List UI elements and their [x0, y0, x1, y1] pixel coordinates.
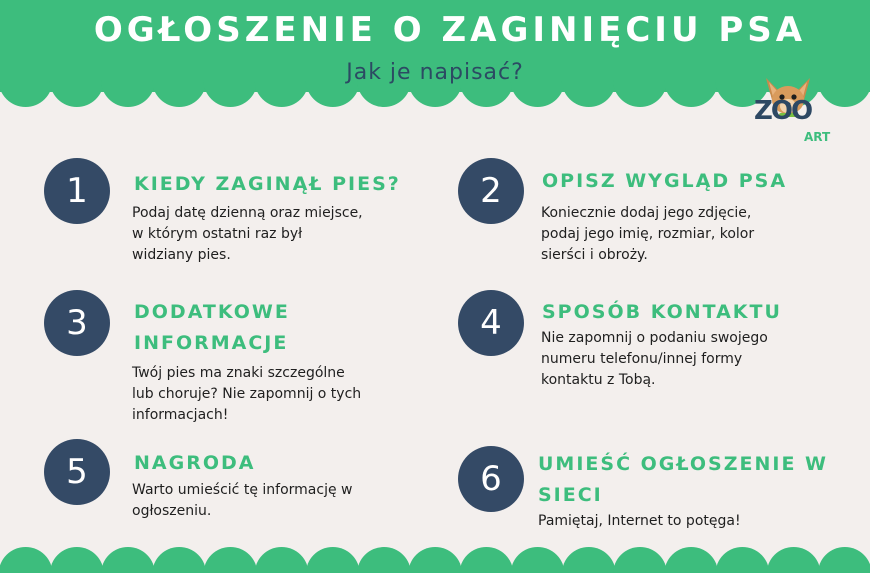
scallop-wave	[357, 547, 411, 573]
description-line: w którym ostatni raz był	[132, 226, 303, 242]
description-line: podaj jego imię, rozmiar, kolor	[541, 226, 755, 242]
description-line: ogłoszeniu.	[132, 503, 212, 519]
scallop-wave	[408, 547, 462, 573]
scallop-wave	[459, 547, 513, 573]
step-heading: NAGRODA	[134, 452, 256, 474]
scallop-wave	[306, 547, 360, 573]
scallop-wave	[715, 547, 769, 573]
scallop-wave	[511, 547, 565, 573]
logo-wordmark: ZOO	[754, 96, 812, 126]
scallop-wave	[767, 547, 821, 573]
scallop-wave	[152, 547, 206, 573]
step-description	[132, 363, 361, 426]
description-line: Warto umieścić tę informację w	[132, 482, 353, 498]
step-number-badge: 5	[44, 439, 110, 505]
step-number-badge: 1	[44, 158, 110, 224]
scallop-border-bottom	[0, 547, 870, 573]
step-description	[538, 511, 741, 532]
scallop-wave	[562, 547, 616, 573]
description-line: Koniecznie dodaj jego zdjęcie,	[541, 205, 752, 221]
scallop-wave	[203, 547, 257, 573]
step-number-badge: 3	[44, 290, 110, 356]
step-description	[132, 203, 363, 266]
description-line: Pamiętaj, Internet to potęga!	[538, 513, 741, 529]
scallop-wave	[613, 547, 667, 573]
scallop-wave	[664, 547, 718, 573]
description-line: numeru telefonu/innej formy	[541, 351, 743, 367]
description-line: Twój pies ma znaki szczególne	[132, 365, 345, 381]
heading-line: UMIEŚĆ OGŁOSZENIE W	[538, 453, 829, 475]
step-number-badge: 4	[458, 290, 524, 356]
heading-line: SIECI	[538, 484, 603, 506]
step-heading	[538, 449, 828, 511]
step-description	[541, 328, 768, 391]
heading-line: INFORMACJE	[134, 332, 289, 354]
step-number-badge: 2	[458, 158, 524, 224]
step-description	[132, 480, 352, 522]
step-description	[541, 203, 754, 266]
scallop-wave	[50, 547, 104, 573]
heading-line: DODATKOWE	[134, 301, 290, 323]
scallop-wave	[255, 547, 309, 573]
step-number-badge: 6	[458, 446, 524, 512]
scallop-wave	[818, 547, 870, 573]
scallop-border-top	[0, 80, 870, 118]
description-line: kontaktu z Tobą.	[541, 372, 656, 388]
scallop-wave	[0, 547, 53, 573]
page-title: OGŁOSZENIE O ZAGINIĘCIU PSA	[93, 10, 807, 50]
description-line: sierści i obroży.	[541, 247, 648, 263]
step-heading: SPOSÓB KONTAKTU	[542, 301, 782, 323]
scallop-wave	[101, 547, 155, 573]
description-line: Podaj datę dzienną oraz miejsce,	[132, 205, 363, 221]
description-line: widziany pies.	[132, 247, 231, 263]
step-heading	[134, 297, 290, 359]
step-heading: OPISZ WYGLĄD PSA	[542, 170, 788, 192]
description-line: lub choruje? Nie zapomnij o tych	[132, 386, 362, 402]
logo-subtext: ART	[804, 130, 831, 144]
page-subtitle: Jak je napisać?	[346, 60, 524, 85]
description-line: informacjach!	[132, 407, 229, 423]
step-heading: KIEDY ZAGINĄŁ PIES?	[134, 173, 401, 195]
description-line: Nie zapomnij o podaniu swojego	[541, 330, 768, 346]
